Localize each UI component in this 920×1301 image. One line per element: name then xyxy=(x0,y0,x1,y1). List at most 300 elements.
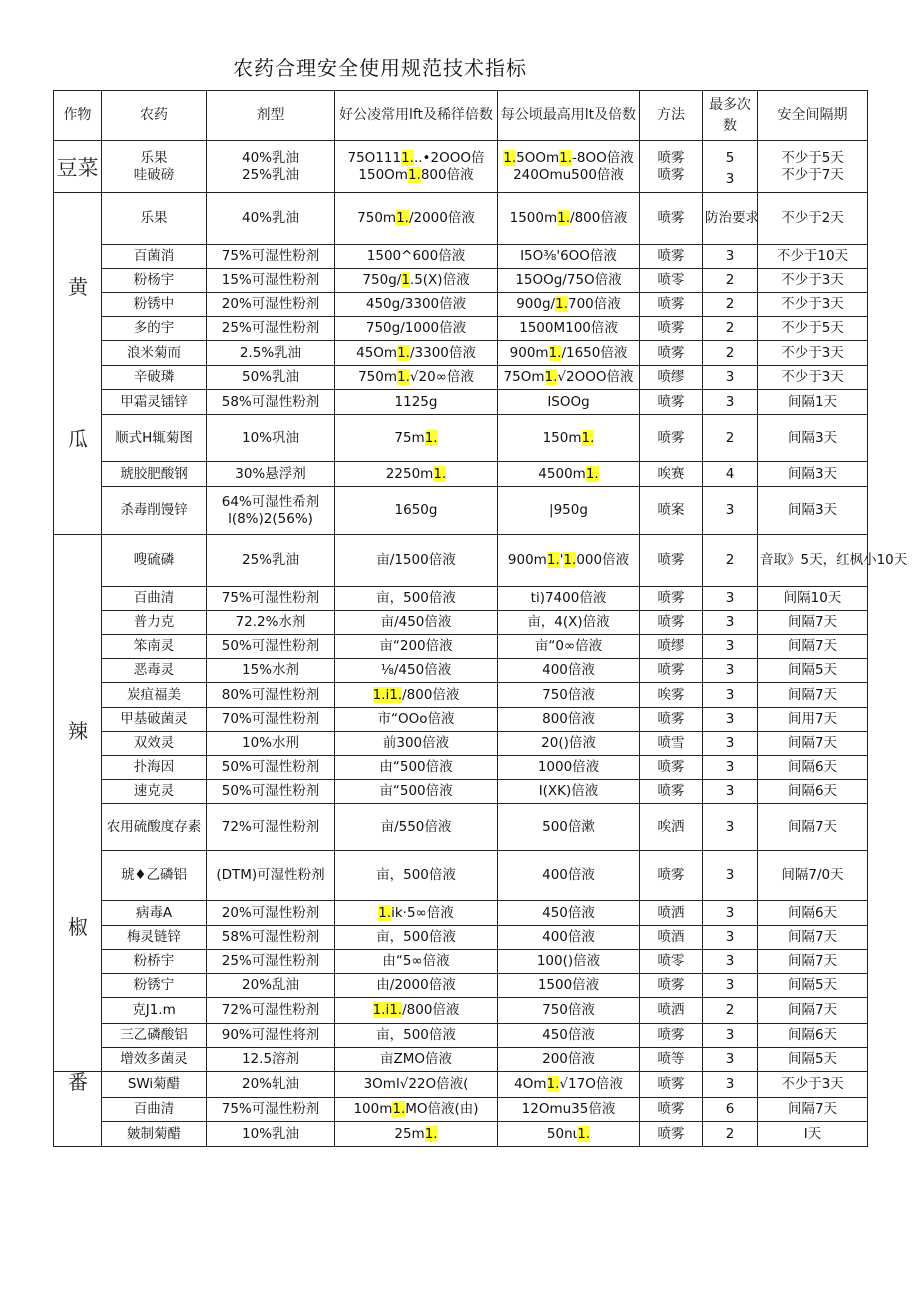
table-row xyxy=(54,341,868,366)
common-dose-cell xyxy=(335,462,498,487)
formulation-cell: 72.2%水剂 xyxy=(207,611,335,635)
pesticide-cell: 农用硫酸度存素 xyxy=(102,804,207,851)
formulation-cell: 25%可湿性粉剂 xyxy=(207,950,335,974)
max-dose-cell: 20()倍液 xyxy=(498,732,640,756)
common-dose-cell xyxy=(335,366,498,390)
dose-highlight: 1. xyxy=(392,1101,406,1117)
common-dose-cell: 亩“500倍液 xyxy=(335,780,498,804)
times-cell xyxy=(703,141,758,193)
dose-text: 25m xyxy=(394,1125,425,1142)
max-dose-cell: 1000倍液 xyxy=(498,756,640,780)
common-dose-cell: 亩，500倍液 xyxy=(335,851,498,901)
common-dose-cell: 亩，500倍液 xyxy=(335,587,498,611)
dose-highlight: 1. xyxy=(397,369,410,385)
formulation-cell: 58%可湿性粉剂 xyxy=(207,390,335,415)
times-cell: 3 xyxy=(703,732,758,756)
interval-cell: 间隔3天 xyxy=(758,487,868,535)
times-cell: 2 xyxy=(703,293,758,317)
table-row xyxy=(54,269,868,293)
times-cell: 6 xyxy=(703,1098,758,1122)
header-formulation: 剂型 xyxy=(207,91,335,141)
pesticide-cell: 嗖硫磷 xyxy=(102,535,207,587)
dose-text: 75Om xyxy=(503,369,545,385)
interval-cell xyxy=(758,141,868,193)
method-cell: 喷雾 xyxy=(640,245,703,269)
common-dose-cell: 450g/3300倍液 xyxy=(335,293,498,317)
formulation-cell: 15%水剂 xyxy=(207,659,335,683)
max-dose-cell: ti)7400倍液 xyxy=(498,587,640,611)
dose-text: 900m xyxy=(509,344,549,361)
formulation-cell: 12.5溶剂 xyxy=(207,1048,335,1072)
table-row xyxy=(54,780,868,804)
interval-cell: 间隔6天 xyxy=(758,901,868,926)
common-dose-cell xyxy=(335,141,498,193)
times-cell: 2 xyxy=(703,317,758,341)
method-cell: 喷缪 xyxy=(640,366,703,390)
max-dose-cell: |950g xyxy=(498,487,640,535)
table-row xyxy=(54,974,868,998)
dose-text: 4500m xyxy=(538,465,586,482)
formulation-cell: 72%可湿性粉剂 xyxy=(207,998,335,1024)
common-dose-cell: 750g/1000倍液 xyxy=(335,317,498,341)
pesticide-cell: 恶毒灵 xyxy=(102,659,207,683)
times-cell: 3 xyxy=(703,487,758,535)
interval-cell: 不少于3天 xyxy=(758,341,868,366)
dose-highlight: 1. xyxy=(544,369,558,385)
crop-cucumber-char: 瓜 xyxy=(68,427,88,451)
table-row xyxy=(54,1072,868,1098)
method-cell: 喷雾 xyxy=(640,193,703,245)
table-row xyxy=(54,950,868,974)
pesticide-cell: SWi菊醋 xyxy=(102,1072,207,1098)
times-cell: 3 xyxy=(703,901,758,926)
dose-highlight: 1. xyxy=(433,465,447,482)
times-cell: 3 xyxy=(703,974,758,998)
table-row xyxy=(54,901,868,926)
method-cell: 喷洒 xyxy=(640,998,703,1024)
formulation-cell: 20%可湿性粉剂 xyxy=(207,901,335,926)
max-dose-cell: 12Omu35倍液 xyxy=(498,1098,640,1122)
pesticide-cell: 炭疽福美 xyxy=(102,683,207,708)
common-dose-cell: 亩，500倍液 xyxy=(335,1024,498,1048)
dose-text: /800倍液 xyxy=(570,210,628,226)
pesticide-cell: 皴制菊醋 xyxy=(102,1122,207,1147)
header-max-times: 最多次数 xyxy=(703,91,758,141)
max-dose-cell xyxy=(498,193,640,245)
dose-text: 900g/ xyxy=(516,296,556,312)
common-dose-cell xyxy=(335,683,498,708)
interval-cell: 间隔6天 xyxy=(758,756,868,780)
interval-cell: 间隔1天 xyxy=(758,390,868,415)
header-crop: 作物 xyxy=(54,91,102,141)
pepper-section xyxy=(54,535,908,1072)
times-cell: 3 xyxy=(703,587,758,611)
table-row xyxy=(54,141,868,193)
common-dose-cell: 亩“200倍液 xyxy=(335,635,498,659)
dose-highlight: 1. xyxy=(407,166,421,183)
dose-highlight: 1. xyxy=(581,429,595,446)
pesticide-cell: 百曲清 xyxy=(102,587,207,611)
dose-highlight: 1. xyxy=(424,429,438,446)
dose-highlight: 1. xyxy=(503,149,517,166)
method-cell: 喷雾 xyxy=(640,1122,703,1147)
cucumber-section xyxy=(54,193,868,535)
max-dose-cell: 450倍液 xyxy=(498,901,640,926)
formulation-cell: 40%乳油 xyxy=(207,193,335,245)
pesticide-cell: 百菌消 xyxy=(102,245,207,269)
dose-text: ..•2OOO倍 xyxy=(413,149,485,166)
dose-text: 75O111 xyxy=(347,149,402,166)
formulation-cell: 20%可湿性粉剂 xyxy=(207,293,335,317)
max-dose-cell xyxy=(498,366,640,390)
formulation-cell: 90%可湿性将剂 xyxy=(207,1024,335,1048)
table-row xyxy=(54,732,868,756)
crop-pepper xyxy=(54,535,102,1072)
max-dose-cell: 100()倍液 xyxy=(498,950,640,974)
header-pesticide: 农药 xyxy=(102,91,207,141)
max-dose-cell xyxy=(498,1122,640,1147)
max-dose-cell xyxy=(498,293,640,317)
times-cell: 3 xyxy=(703,926,758,950)
dose-text: 150Om xyxy=(358,166,408,183)
formulation-cell: 20%轧油 xyxy=(207,1072,335,1098)
times-cell: 3 xyxy=(703,804,758,851)
interval-cell: 不少于3天 xyxy=(758,1072,868,1098)
dose-highlight: 1. xyxy=(563,552,577,568)
pesticide-cell: 辛破璘 xyxy=(102,366,207,390)
dose-text: 4Om xyxy=(514,1076,547,1092)
crop-pepper-char: 椒 xyxy=(68,915,88,939)
crop-tomato-char: 番 xyxy=(68,1070,88,1094)
times-cell: 3 xyxy=(703,659,758,683)
pesticide-cell: 病毒A xyxy=(102,901,207,926)
method-cell: 喷洒 xyxy=(640,901,703,926)
interval-cell: 间隔5天 xyxy=(758,1048,868,1072)
method-cell: 唉洒 xyxy=(640,804,703,851)
interval-cell: 间隔7/0天 xyxy=(758,851,868,901)
formulation-cell: 10%乳油 xyxy=(207,1122,335,1147)
common-dose-cell: 由“500倍液 xyxy=(335,756,498,780)
dose-text: /1650倍液 xyxy=(561,344,628,361)
dose-highlight: 1. xyxy=(401,149,414,166)
method-cell: 唉赛 xyxy=(640,462,703,487)
method-cell: 喷缪 xyxy=(640,635,703,659)
interval-cell: 间隔3天 xyxy=(758,462,868,487)
interval-cell: I天 xyxy=(758,1122,868,1147)
common-dose-cell: ⅛/450倍液 xyxy=(335,659,498,683)
interval-cell: 间隔6天 xyxy=(758,780,868,804)
max-dose-cell: I(XK)倍液 xyxy=(498,780,640,804)
formulation-cell: 75%可湿性粉剂 xyxy=(207,1098,335,1122)
table-row xyxy=(54,390,868,415)
max-dose-cell xyxy=(498,462,640,487)
dose-text: ' xyxy=(559,552,564,568)
method-cell: 喷雾 xyxy=(640,587,703,611)
common-dose-cell: 亩，500倍液 xyxy=(335,926,498,950)
crop-cucumber-char: 黄 xyxy=(68,275,88,299)
formulation-cell: 40%乳油 25%乳油 xyxy=(207,141,335,193)
interval-cell: 间用7天 xyxy=(758,708,868,732)
common-dose-cell xyxy=(335,193,498,245)
dose-text: 900m xyxy=(507,552,547,568)
formulation-cell: 72%可湿性粉剂 xyxy=(207,804,335,851)
times-value: 5 xyxy=(725,149,735,166)
method-cell: 喷雾 xyxy=(640,390,703,415)
pesticide-cell: 克J1.m xyxy=(102,998,207,1024)
crop-bean: 豆菜 xyxy=(54,141,102,193)
common-dose-cell xyxy=(335,998,498,1024)
times-cell: 3 xyxy=(703,1024,758,1048)
max-dose-cell: 500倍漱 xyxy=(498,804,640,851)
table-row xyxy=(54,415,868,462)
method-cell: 喷零 xyxy=(640,269,703,293)
formulation-cell: 75%可湿性粉剂 xyxy=(207,587,335,611)
table-row xyxy=(54,1122,868,1147)
pesticide-cell: 粉桥宇 xyxy=(102,950,207,974)
dose-text: √2OOO倍液 xyxy=(557,369,634,385)
dose-text: ik·5∞倍液 xyxy=(391,904,454,921)
dose-highlight: 1. xyxy=(397,344,410,361)
formulation-cell: 25%乳油 xyxy=(207,535,335,587)
interval-cell: 间隔7天 xyxy=(758,732,868,756)
dose-text: 2250m xyxy=(385,465,434,482)
formulation-cell: 10%巩油 xyxy=(207,415,335,462)
max-dose-cell: 450倍液 xyxy=(498,1024,640,1048)
pesticide-cell: 琥胶肥酸钢 xyxy=(102,462,207,487)
dose-text: 1500m xyxy=(509,210,558,226)
interval-cell: 间隔7天 xyxy=(758,635,868,659)
method-cell: 唉雾 xyxy=(640,683,703,708)
table-row xyxy=(54,487,868,535)
interval-cell: 间隔7天 xyxy=(758,1098,868,1122)
dose-text: /800倍液 xyxy=(402,686,460,703)
common-dose-cell: 由/2000倍液 xyxy=(335,974,498,998)
common-dose-cell: 1500^600倍液 xyxy=(335,245,498,269)
table-row xyxy=(54,804,868,851)
interval-cell: 不少于2天 xyxy=(758,193,868,245)
pesticide-cell: 顺式H辄菊图 xyxy=(102,415,207,462)
max-dose-cell xyxy=(498,141,640,193)
pesticide-cell: 笨南灵 xyxy=(102,635,207,659)
max-dose-cell: 400倍液 xyxy=(498,851,640,901)
max-dose-cell: 800倍液 xyxy=(498,708,640,732)
dose-text: /800倍液 xyxy=(402,1002,460,1018)
times-cell: 3 xyxy=(703,1048,758,1072)
times-cell: 3 xyxy=(703,756,758,780)
pesticide-cell: 多的宇 xyxy=(102,317,207,341)
dose-highlight: 1. xyxy=(546,1076,560,1092)
table-row xyxy=(54,1048,868,1072)
header-row xyxy=(54,91,868,141)
method-cell: 喷酒 xyxy=(640,926,703,950)
crop-tomato xyxy=(54,1072,102,1147)
common-dose-cell: 前300倍液 xyxy=(335,732,498,756)
header-interval: 安全间隔期 xyxy=(758,91,868,141)
max-dose-cell: 400倍液 xyxy=(498,926,640,950)
crop-cucumber xyxy=(54,193,102,535)
dose-text: 75m xyxy=(394,429,425,446)
table-row xyxy=(54,535,868,587)
times-cell: 3 xyxy=(703,611,758,635)
times-cell: 3 xyxy=(703,683,758,708)
interval-cell: 不少于3天 xyxy=(758,269,868,293)
interval-cell: 间隔7天 xyxy=(758,998,868,1024)
interval-cell: 不少于3天 xyxy=(758,366,868,390)
method-cell: 喷雾 xyxy=(640,611,703,635)
interval-cell: 间隔7天 xyxy=(758,926,868,950)
document-title: 农药合理安全使用规范技术指标 xyxy=(233,56,527,80)
method-cell: 喷雪 xyxy=(640,732,703,756)
times-cell: 2 xyxy=(703,535,758,587)
interval-cell: 不少于10天 xyxy=(758,245,868,269)
pesticide-cell: 琥♦乙磷铝 xyxy=(102,851,207,901)
pesticide-cell: 三乙磷酸铝 xyxy=(102,1024,207,1048)
times-cell: 3 xyxy=(703,780,758,804)
dose-highlight: 1. xyxy=(557,210,571,226)
dose-text: 5OOm xyxy=(516,149,560,166)
dose-highlight: 1. xyxy=(585,465,599,482)
pesticide-cell: 粉锈宁 xyxy=(102,974,207,998)
table-row xyxy=(54,851,868,901)
max-dose-cell: 亩“0∞倍液 xyxy=(498,635,640,659)
dose-text: 700倍液 xyxy=(568,296,621,312)
formulation-cell: 50%乳油 xyxy=(207,366,335,390)
dose-highlight: 1 xyxy=(401,272,410,288)
table-row xyxy=(54,756,868,780)
times-cell: 2 xyxy=(703,1122,758,1147)
formulation-cell: 58%可湿性粉剂 xyxy=(207,926,335,950)
common-dose-cell xyxy=(335,341,498,366)
table-row xyxy=(54,462,868,487)
max-dose-cell xyxy=(498,1072,640,1098)
table-row xyxy=(54,193,868,245)
dose-text: √17O倍液 xyxy=(559,1076,623,1092)
dose-text: √20∞倍液 xyxy=(409,369,474,385)
max-dose-cell xyxy=(498,535,640,587)
header-max-dose: 每公顷最高用lt及倍数 xyxy=(498,91,640,141)
dose-highlight: 1.i1. xyxy=(372,1002,403,1018)
times-cell: 2 xyxy=(703,998,758,1024)
times-cell: 4 xyxy=(703,462,758,487)
method-cell: 喷雾 xyxy=(640,974,703,998)
method-cell: 喷雾 xyxy=(640,341,703,366)
times-cell: 2 xyxy=(703,341,758,366)
interval-cell: 间隔7天 xyxy=(758,804,868,851)
pesticide-cell: 乐果 xyxy=(102,193,207,245)
method-cell: 喷案 xyxy=(640,487,703,535)
dose-text: 50nι xyxy=(546,1125,578,1142)
table-row xyxy=(54,1098,868,1122)
table-row xyxy=(54,366,868,390)
common-dose-cell: 市“OOo倍液 xyxy=(335,708,498,732)
max-dose-cell: 1500M100倍液 xyxy=(498,317,640,341)
dose-highlight: 1. xyxy=(555,296,568,312)
dose-text: 750m xyxy=(358,369,397,385)
common-dose-cell xyxy=(335,1098,498,1122)
common-dose-cell: 亩/450倍液 xyxy=(335,611,498,635)
formulation-cell: 30%悬浮剂 xyxy=(207,462,335,487)
times-cell: 3 xyxy=(703,245,758,269)
times-cell: 防治要求 xyxy=(703,193,758,245)
max-dose-cell: ISOOg xyxy=(498,390,640,415)
header-method: 方法 xyxy=(640,91,703,141)
formulation-cell: 10%水刑 xyxy=(207,732,335,756)
common-dose-cell xyxy=(335,1122,498,1147)
max-dose-cell xyxy=(498,341,640,366)
dose-text: 000倍液 xyxy=(576,552,630,568)
method-cell: 喷雾 xyxy=(640,1072,703,1098)
method-cell: 喷雾 xyxy=(640,535,703,587)
table-row xyxy=(54,708,868,732)
dose-text: .5(X)倍液 xyxy=(409,272,470,288)
interval-cell: 间隔5天 xyxy=(758,659,868,683)
max-dose-cell: 400倍液 xyxy=(498,659,640,683)
dose-text: 240Omu500倍液 xyxy=(513,166,624,183)
times-cell: 3 xyxy=(703,950,758,974)
table-row xyxy=(54,245,868,269)
method-cell: 喷雾 xyxy=(640,659,703,683)
method-cell: 喷雾 xyxy=(640,293,703,317)
pesticide-cell: 普力克 xyxy=(102,611,207,635)
times-cell: 2 xyxy=(703,269,758,293)
interval-cell: 间隔5天 xyxy=(758,974,868,998)
pesticide-cell: 扑海因 xyxy=(102,756,207,780)
formulation-cell: 50%可湿性粉剂 xyxy=(207,756,335,780)
dose-highlight: 1. xyxy=(559,149,573,166)
method-cell: 喷雾 xyxy=(640,756,703,780)
common-dose-cell: 1125g xyxy=(335,390,498,415)
pesticide-cell: 甲基破菌灵 xyxy=(102,708,207,732)
formulation-cell: 25%可湿性粉剂 xyxy=(207,317,335,341)
table-row xyxy=(54,683,868,708)
interval-cell: 音取》5天，红枫小10天 xyxy=(758,535,868,587)
formulation-cell: 75%可湿性粉剂 xyxy=(207,245,335,269)
table-row xyxy=(54,998,868,1024)
times-cell: 2 xyxy=(703,415,758,462)
formulation-cell: 15%可湿性粉剂 xyxy=(207,269,335,293)
times-cell: 3 xyxy=(703,390,758,415)
method-cell: 喷雾 xyxy=(640,415,703,462)
pesticide-cell: 乐果 哇破磅 xyxy=(102,141,207,193)
dose-highlight: 1. xyxy=(577,1125,591,1142)
common-dose-cell: 由“5∞倍液 xyxy=(335,950,498,974)
method-cell: 喷雾 xyxy=(640,708,703,732)
pesticide-cell: 粉锈中 xyxy=(102,293,207,317)
max-dose-cell: 1500倍液 xyxy=(498,974,640,998)
formulation-cell: 50%可湿性粉剂 xyxy=(207,635,335,659)
max-dose-cell: 15OOg/75O倍液 xyxy=(498,269,640,293)
pesticide-table xyxy=(53,90,908,1147)
dose-text: 100m xyxy=(353,1101,393,1117)
pesticide-cell: 百曲清 xyxy=(102,1098,207,1122)
dose-text: 150m xyxy=(542,429,582,446)
dose-highlight: 1. xyxy=(378,904,392,921)
times-cell: 3 xyxy=(703,708,758,732)
max-dose-cell: 750倍液 xyxy=(498,683,640,708)
common-dose-cell: 亩/550倍液 xyxy=(335,804,498,851)
dose-text: 45Om xyxy=(356,344,398,361)
dose-highlight: 1.i1. xyxy=(372,686,403,703)
pesticide-cell: 甲霜灵镭锌 xyxy=(102,390,207,415)
formulation-cell: 64%可湿性希剂 l(8%)2(56%) xyxy=(207,487,335,535)
tomato-section xyxy=(54,1072,868,1147)
interval-cell: 间隔7天 xyxy=(758,950,868,974)
table-row xyxy=(54,293,868,317)
common-dose-cell xyxy=(335,901,498,926)
dose-text: /2000倍液 xyxy=(408,210,475,226)
common-dose-cell: 3Oml√22O倍液( xyxy=(335,1072,498,1098)
method-cell: 喷等 xyxy=(640,1048,703,1072)
